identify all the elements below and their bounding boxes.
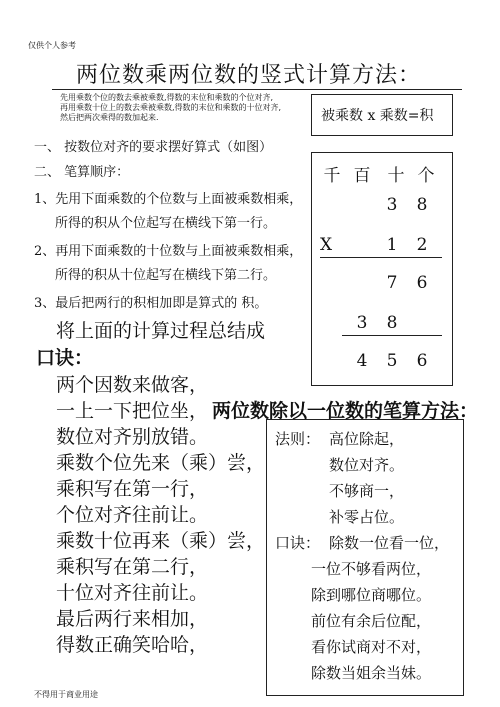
- rule-2: 数位对齐。: [329, 456, 405, 474]
- header-tens: 十: [387, 166, 405, 186]
- row5-tens: 5: [386, 351, 398, 371]
- row3-ones: 6: [416, 273, 428, 293]
- intro-line-3: 然后把两次乘得的数加起来.: [60, 113, 159, 122]
- summary-text: 将上面的计算过程总结成: [56, 320, 266, 342]
- rhyme-line-8: 乘积写在第二行，: [56, 556, 209, 578]
- calc-line-1: [320, 257, 442, 258]
- verse-label: 口诀：: [275, 534, 321, 552]
- verse-6: 除数当姐余当妹。: [311, 664, 432, 682]
- rhyme-line-2: 一上一下把位坐，: [56, 400, 209, 422]
- step-2-2: 2、再用下面乘数的十位数与上面被乘数相乘，: [34, 244, 303, 259]
- rhyme-line-11: 得数正确笑哈哈，: [56, 634, 209, 656]
- verse-1: 除数一位看一位，: [329, 534, 450, 552]
- rhyme-line-6: 个位对齐往前让。: [56, 504, 209, 526]
- calc-line-2: [342, 335, 442, 336]
- rhyme-line-9: 十位对齐往前让。: [56, 582, 209, 604]
- vertical-calc-box: [311, 152, 453, 386]
- verse-2: 一位不够看两位，: [311, 560, 432, 578]
- step-2-2-cont: 所得的积从十位起写在横线下第二行。: [55, 268, 277, 283]
- step-1: 一、 按数位对齐的要求摆好算式（如图）: [34, 140, 273, 155]
- header-hundreds: 百: [353, 166, 371, 186]
- division-rules-box: [266, 419, 464, 696]
- koujue-label: 口诀：: [36, 347, 94, 369]
- step-2-1-cont: 所得的积从个位起写在横线下第一行。: [55, 216, 277, 231]
- rhyme-line-1: 两个因数来做客，: [56, 374, 209, 396]
- verse-3: 除到哪位商哪位。: [311, 586, 432, 604]
- row5-hundreds: 4: [356, 351, 368, 371]
- rule-label: 法则：: [275, 430, 321, 448]
- division-title: 两位数除以一位数的笔算方法：: [212, 400, 479, 422]
- row3-tens: 7: [386, 273, 398, 293]
- step-2: 二、 笔算顺序：: [34, 165, 130, 180]
- page-title: 两位数乘两位数的竖式计算方法：: [76, 63, 422, 88]
- header-thousands: 千: [323, 166, 341, 186]
- multiply-sign: X: [319, 235, 333, 255]
- verse-4: 前位有余后位配，: [311, 612, 432, 630]
- row5-ones: 6: [416, 351, 428, 371]
- row1-tens: 3: [386, 195, 398, 215]
- formula-box: [311, 94, 453, 136]
- rhyme-line-4: 乘数个位先来（乘）尝，: [56, 452, 266, 474]
- rhyme-line-5: 乘积写在第一行，: [56, 478, 209, 500]
- footer-note: 不得用于商业用途: [34, 690, 98, 699]
- row4-hundreds: 3: [356, 313, 368, 333]
- formula-text: 被乘数 x 乘数=积: [321, 108, 434, 124]
- row2-ones: 2: [416, 235, 428, 255]
- header-note: 仅供个人参考: [28, 41, 76, 50]
- row2-tens: 1: [386, 235, 398, 255]
- step-2-3: 3、最后把两行的积相加即是算式的 积。: [34, 296, 268, 311]
- step-2-1: 1、先用下面乘数的个位数与上面被乘数相乘，: [34, 192, 303, 207]
- title-underline: [52, 89, 462, 90]
- rhyme-line-3: 数位对齐别放错。: [56, 426, 209, 448]
- rule-4: 补零占位。: [329, 508, 405, 526]
- rule-3: 不够商一，: [329, 482, 405, 500]
- rule-1: 高位除起，: [329, 430, 405, 448]
- header-ones: 个: [417, 166, 435, 186]
- rhyme-line-10: 最后两行来相加，: [56, 608, 209, 630]
- intro-line-2: 再用乘数十位上的数去乘被乘数,得数的末位和乘数的十位对齐,: [60, 103, 282, 112]
- row1-ones: 8: [416, 195, 428, 215]
- row4-tens: 8: [386, 313, 398, 333]
- rhyme-line-7: 乘数十位再来（乘）尝，: [56, 530, 266, 552]
- verse-5: 看你试商对不对，: [311, 638, 432, 656]
- intro-line-1: 先用乘数个位的数去乘被乘数,得数的末位和乘数的个位对齐,: [60, 93, 274, 102]
